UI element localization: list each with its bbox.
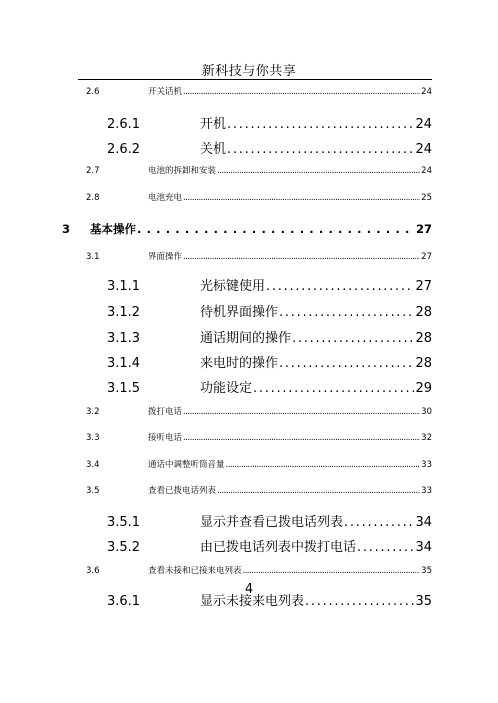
toc-entry-title: 待机界面操作: [200, 305, 279, 320]
toc-entry-number: 3.3: [86, 433, 100, 443]
toc-entry[interactable]: [86, 405, 432, 417]
toc-dot-leader: [217, 166, 420, 176]
page-number: 4: [244, 582, 254, 597]
toc-entry-title: 基本操作: [90, 222, 136, 236]
toc-entry-page: 24: [421, 87, 432, 97]
toc-dot-leader: [292, 331, 414, 346]
toc-entry-number: 3: [62, 222, 71, 236]
toc-entry-title: 查看未接和已接来电列表: [148, 566, 242, 576]
toc-entry-number: 3.1: [86, 252, 100, 262]
toc-entry[interactable]: [107, 352, 432, 371]
toc-entry-page: 28: [415, 356, 432, 371]
toc-dot-leader: [279, 356, 414, 371]
toc-entry-title: 关机: [200, 142, 227, 157]
toc-entry-page: 32: [421, 433, 432, 443]
toc-entry-number: 3.1.5: [107, 381, 141, 396]
toc-entry-page: 24: [421, 166, 432, 176]
toc-entry[interactable]: [86, 431, 432, 443]
toc-entry[interactable]: [107, 327, 432, 346]
toc-entry-title: 电池充电: [148, 193, 183, 203]
toc-entry-title: 电池的拆卸和安装: [148, 166, 217, 176]
toc-dot-leader: [266, 279, 414, 294]
toc-entry-number: 3.4: [86, 460, 100, 470]
toc-entry-number: 3.5.2: [107, 540, 141, 555]
toc-entry-title: 开机: [200, 117, 227, 132]
toc-entry-number: 3.1.3: [107, 331, 141, 346]
toc-entry-title: 接听电话: [148, 433, 183, 443]
toc-dot-leader: [253, 381, 414, 396]
toc-entry[interactable]: [107, 536, 432, 555]
header-rule: [78, 79, 432, 80]
toc-entry-title: 通话期间的操作: [200, 331, 292, 346]
toc-entry-number: 3.1.2: [107, 305, 141, 320]
toc-entry-number: 3.1.1: [107, 279, 141, 294]
toc-entry-page: 35: [421, 566, 432, 576]
toc-dot-leader: [226, 460, 421, 470]
toc-entry[interactable]: [107, 275, 432, 294]
toc-entry-page: 34: [415, 540, 432, 555]
toc-entry[interactable]: [107, 301, 432, 320]
toc-entry[interactable]: [107, 113, 432, 132]
toc-entry-number: 3.6.1: [107, 594, 141, 609]
toc-dot-leader: [279, 305, 414, 320]
toc-entry-title: 光标键使用: [200, 279, 266, 294]
toc-entry-page: 27: [415, 279, 432, 294]
toc-entry-page: 24: [415, 117, 432, 132]
toc-dot-leader: [183, 87, 420, 97]
toc-entry[interactable]: [86, 164, 432, 176]
toc-entry-number: 2.6.1: [107, 117, 141, 132]
toc-entry-title: 拨打电话: [148, 407, 183, 417]
toc-entry-title: 显示并查看已拨电话列表: [200, 515, 344, 530]
toc-entry[interactable]: [86, 250, 432, 262]
toc-entry-title: 来电时的操作: [200, 356, 279, 371]
toc-entry-number: 3.5: [86, 486, 100, 496]
toc-entry[interactable]: [107, 138, 432, 157]
toc-entry-title: 显示未接来电列表: [200, 594, 305, 609]
toc-entry-page: 27: [415, 222, 432, 236]
toc-entry[interactable]: [86, 458, 432, 470]
toc-dot-leader: [183, 407, 420, 417]
toc-dot-leader: [217, 486, 420, 496]
toc-entry-number: 2.8: [86, 193, 100, 203]
toc-entry-number: 3.6: [86, 566, 100, 576]
toc-entry[interactable]: [86, 191, 432, 203]
toc-entry[interactable]: [107, 377, 432, 396]
toc-dot-leader: [344, 515, 414, 530]
toc-entry-title: 开关话机: [148, 87, 183, 97]
toc-dot-leader: [227, 142, 414, 157]
toc-entry-number: 3.2: [86, 407, 100, 417]
toc-dot-leader: [137, 222, 415, 236]
toc-entry[interactable]: [62, 221, 432, 237]
toc-dot-leader: [227, 117, 414, 132]
toc-entry-number: 2.7: [86, 166, 100, 176]
toc-entry[interactable]: [107, 511, 432, 530]
toc-entry-page: 33: [421, 486, 432, 496]
toc-entry-page: 34: [415, 515, 432, 530]
toc-entry-page: 33: [421, 460, 432, 470]
toc-entry-page: 25: [421, 193, 432, 203]
toc-dot-leader: [183, 433, 420, 443]
toc-entry-page: 28: [415, 305, 432, 320]
toc-entry[interactable]: [86, 85, 432, 97]
toc-entry[interactable]: [86, 484, 432, 496]
toc-entry-page: 30: [421, 407, 432, 417]
toc-entry-page: 28: [415, 331, 432, 346]
toc-dot-leader: [357, 540, 414, 555]
toc-dot-leader: [183, 252, 420, 262]
toc-entry-title: 通话中调整听筒音量: [148, 460, 225, 470]
toc-entry-number: 3.5.1: [107, 515, 141, 530]
toc-entry-title: 查看已拨电话列表: [148, 486, 217, 496]
toc-entry-title: 由已拨电话列表中拨打电话: [200, 540, 357, 555]
toc-entry-page: 35: [415, 594, 432, 609]
toc-entry[interactable]: [86, 564, 432, 576]
toc-entry-page: 29: [415, 381, 432, 396]
toc-entry-page: 27: [421, 252, 432, 262]
toc-entry-number: 3.1.4: [107, 356, 141, 371]
toc-entry-title: 功能设定: [200, 381, 253, 396]
toc-entry-number: 2.6: [86, 87, 100, 97]
toc-entry-number: 2.6.2: [107, 142, 141, 157]
toc-entry-page: 24: [415, 142, 432, 157]
toc-dot-leader: [243, 566, 421, 576]
page-header: 新科技与你共享: [201, 64, 297, 79]
toc-entry-title: 界面操作: [148, 252, 183, 262]
toc-dot-leader: [183, 193, 420, 203]
